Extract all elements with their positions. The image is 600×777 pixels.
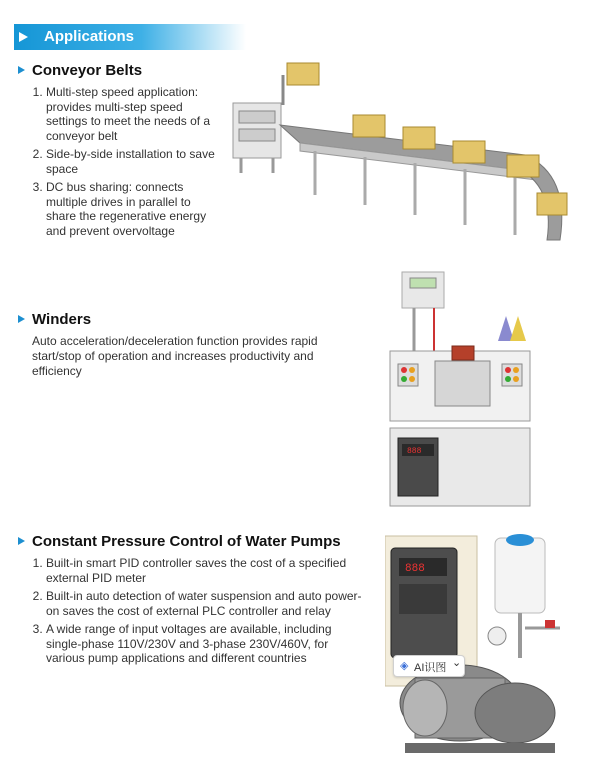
scan-icon: ◈ bbox=[400, 660, 409, 672]
banner-title: Applications bbox=[44, 28, 135, 45]
applications-banner bbox=[14, 24, 246, 50]
list-item: 3. DC bus sharing: connects multiple drives in parallel to share the regenerative energy and prevent overvoltage bbox=[46, 180, 218, 238]
svg-text:888: 888 bbox=[407, 447, 422, 456]
list-item: 1. Multi-step speed application: provides multi-step speed settings to meet the needs of a conveyor belt bbox=[46, 85, 218, 143]
svg-text:888: 888 bbox=[405, 563, 425, 575]
arrow-right-icon bbox=[18, 66, 25, 74]
winders-description: Auto acceleration/deceleration function provides rapid start/stop of operation and increases productivity and efficiency bbox=[32, 334, 318, 378]
ai-recognition-button[interactable] bbox=[393, 655, 465, 677]
water-pump-list bbox=[18, 556, 363, 666]
list-item: 2. Side-by-side installation to save space bbox=[46, 147, 218, 176]
arrow-right-icon bbox=[19, 32, 28, 42]
list-item: 1. Built-in smart PID controller saves the cost of a specified external PID meter bbox=[46, 556, 363, 585]
section-title: Conveyor Belts bbox=[18, 62, 218, 79]
section-title: Winders bbox=[18, 311, 338, 328]
arrow-right-icon bbox=[18, 315, 25, 323]
list-item: 3. A wide range of input voltages are available, including single-phase 110V/230V and 3-phase 230V/460V, for various pump applications and different countries bbox=[46, 622, 363, 666]
section-winders bbox=[18, 311, 338, 379]
winder-illustration bbox=[380, 266, 540, 511]
section-title: Constant Pressure Control of Water Pumps bbox=[18, 533, 363, 550]
ai-badge-label: AI识图 bbox=[414, 662, 447, 674]
arrow-right-icon bbox=[18, 537, 25, 545]
section-conveyor-belts bbox=[18, 62, 218, 242]
pump-illustration bbox=[385, 528, 595, 775]
conveyor-illustration bbox=[225, 55, 585, 255]
chevron-down-icon: ⌄ bbox=[452, 657, 462, 669]
section-water-pumps bbox=[18, 533, 363, 670]
list-item: 2. Built-in auto detection of water suspension and auto power-on saves the cost of external PLC controller and relay bbox=[46, 589, 363, 618]
conveyor-list bbox=[18, 85, 218, 238]
